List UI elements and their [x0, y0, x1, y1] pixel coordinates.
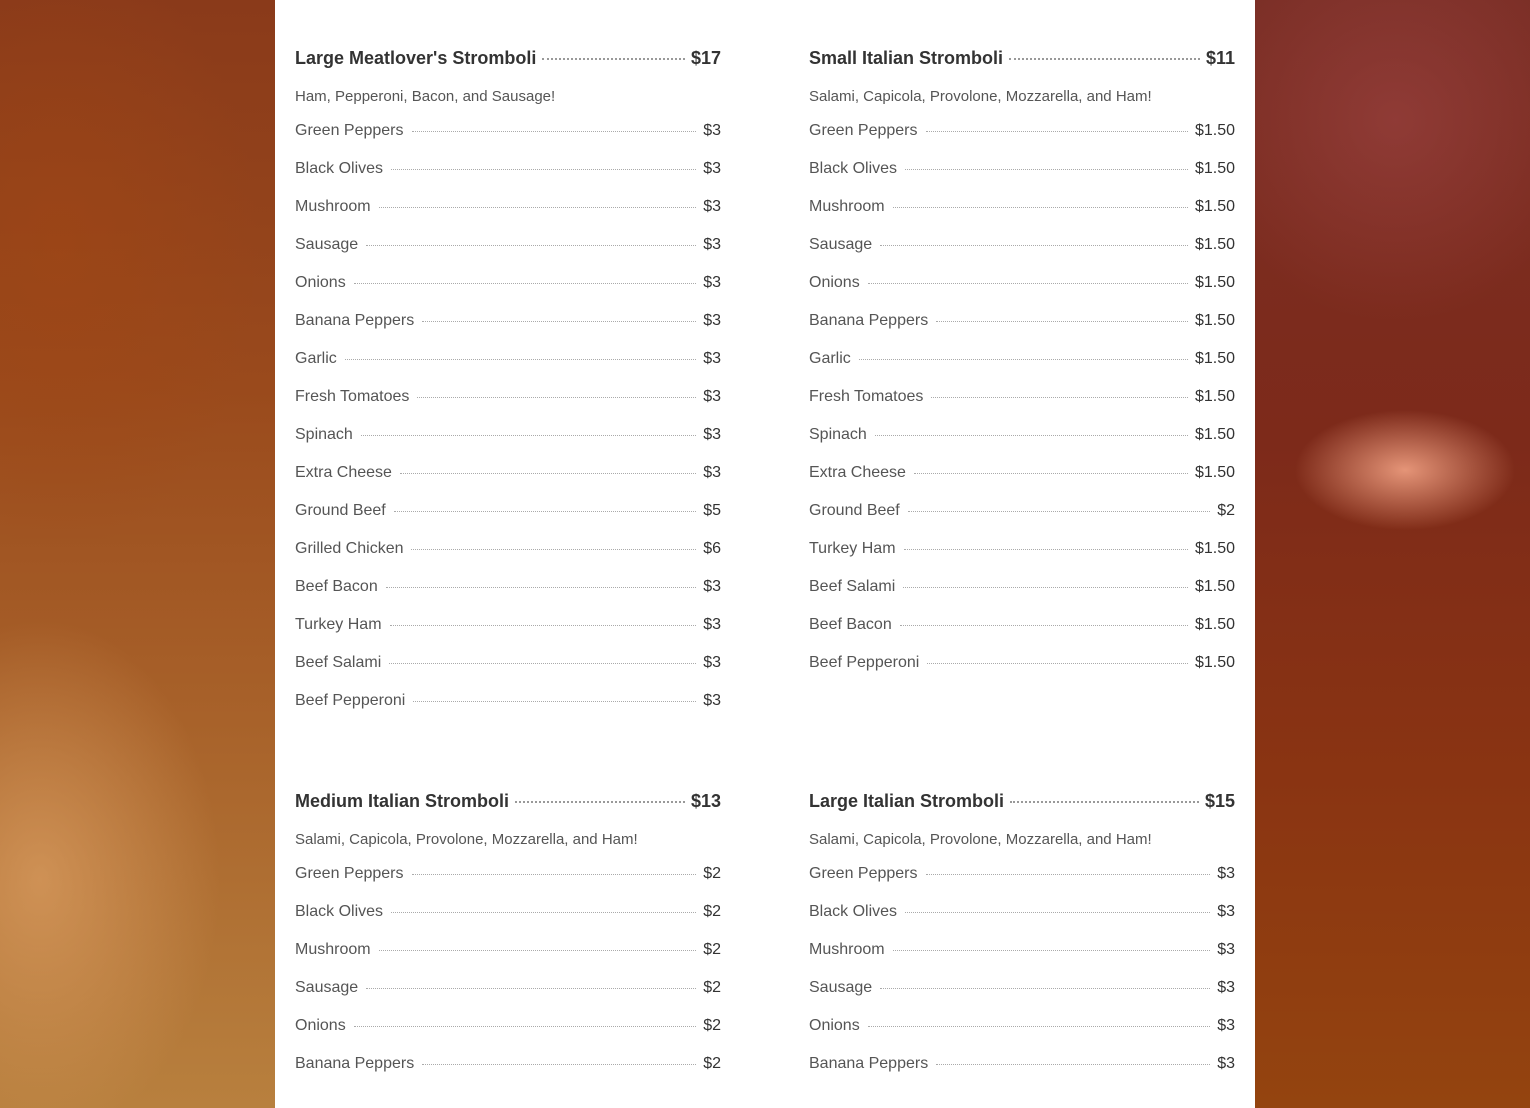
leader-dots: [413, 701, 696, 702]
topping-name: Onions: [809, 274, 860, 291]
topping-price: $2: [703, 865, 721, 882]
topping-list: [809, 865, 1235, 1093]
topping-name: Banana Peppers: [295, 312, 415, 329]
topping-item: [809, 616, 1235, 654]
topping-price: $1.50: [1194, 426, 1235, 443]
leader-dots: [936, 321, 1188, 322]
section-description: Salami, Capicola, Provolone, Mozzarella, and Ham!: [809, 88, 1152, 105]
topping-price: $3: [1217, 865, 1235, 882]
topping-item: [809, 865, 1235, 903]
topping-name: Black Olives: [809, 160, 898, 177]
section-header: [809, 791, 1235, 819]
topping-name: Banana Peppers: [295, 1055, 415, 1072]
topping-name: Mushroom: [809, 198, 885, 215]
topping-item: [809, 578, 1235, 616]
section-title: Small Italian Stromboli: [809, 48, 1004, 68]
topping-name: Beef Salami: [295, 654, 382, 671]
topping-price: $3: [1217, 1055, 1235, 1072]
topping-item: [809, 274, 1235, 312]
topping-price: $2: [1217, 502, 1235, 519]
leader-dots: [904, 549, 1188, 550]
leader-dots: [914, 473, 1188, 474]
leader-dots: [366, 245, 696, 246]
leader-dots: [422, 321, 696, 322]
leader-dots: [417, 397, 696, 398]
topping-name: Mushroom: [809, 941, 885, 958]
topping-name: Beef Bacon: [295, 578, 378, 595]
topping-item: [295, 274, 721, 312]
topping-name: Green Peppers: [295, 122, 404, 139]
leader-dots: [1009, 58, 1200, 60]
topping-name: Turkey Ham: [809, 540, 896, 557]
leader-dots: [394, 511, 696, 512]
section-header: [295, 791, 721, 819]
topping-price: $3: [703, 236, 721, 253]
leader-dots: [515, 801, 685, 803]
topping-name: Beef Salami: [809, 578, 896, 595]
topping-price: $3: [703, 692, 721, 709]
section-title: Medium Italian Stromboli: [295, 791, 510, 811]
leader-dots: [366, 988, 696, 989]
topping-name: Beef Bacon: [809, 616, 892, 633]
leader-dots: [893, 950, 1211, 951]
topping-price: $3: [703, 426, 721, 443]
topping-item: [295, 540, 721, 578]
section-title: Large Meatlover's Stromboli: [295, 48, 537, 68]
topping-price: $3: [1217, 903, 1235, 920]
topping-name: Onions: [295, 1017, 346, 1034]
leader-dots: [400, 473, 696, 474]
topping-price: $1.50: [1194, 540, 1235, 557]
section-price: $15: [1204, 791, 1235, 811]
topping-price: $1.50: [1194, 312, 1235, 329]
leader-dots: [880, 245, 1188, 246]
section-header: [295, 48, 721, 76]
leader-dots: [905, 912, 1210, 913]
leader-dots: [390, 625, 697, 626]
topping-item: [809, 903, 1235, 941]
topping-price: $1.50: [1194, 236, 1235, 253]
topping-item: [295, 350, 721, 388]
leader-dots: [386, 587, 696, 588]
topping-price: $6: [703, 540, 721, 557]
topping-item: [295, 941, 721, 979]
leader-dots: [931, 397, 1188, 398]
topping-name: Banana Peppers: [809, 1055, 929, 1072]
topping-price: $3: [703, 198, 721, 215]
topping-item: [295, 865, 721, 903]
topping-name: Sausage: [295, 979, 359, 996]
topping-price: $1.50: [1194, 274, 1235, 291]
section-title: Large Italian Stromboli: [809, 791, 1005, 811]
topping-item: [809, 198, 1235, 236]
topping-price: $2: [703, 1017, 721, 1034]
leader-dots: [900, 625, 1188, 626]
topping-name: Sausage: [809, 236, 873, 253]
topping-price: $3: [703, 312, 721, 329]
menu-section-large-italian-stromboli: [809, 791, 1235, 1093]
topping-price: $3: [703, 578, 721, 595]
topping-price: $3: [1217, 941, 1235, 958]
leader-dots: [927, 663, 1188, 664]
topping-price: $2: [703, 903, 721, 920]
topping-item: [295, 616, 721, 654]
topping-price: $1.50: [1194, 198, 1235, 215]
topping-item: [295, 578, 721, 616]
topping-item: [809, 1055, 1235, 1093]
topping-price: $2: [703, 1055, 721, 1072]
leader-dots: [936, 1064, 1210, 1065]
topping-item: [295, 1055, 721, 1093]
topping-item: [295, 903, 721, 941]
menu-section-medium-italian-stromboli: [295, 791, 721, 1093]
topping-name: Garlic: [809, 350, 851, 367]
leader-dots: [389, 663, 696, 664]
topping-name: Banana Peppers: [809, 312, 929, 329]
topping-item: [295, 122, 721, 160]
topping-item: [809, 426, 1235, 464]
leader-dots: [361, 435, 696, 436]
leader-dots: [926, 874, 1211, 875]
section-description: Salami, Capicola, Provolone, Mozzarella, and Ham!: [295, 831, 638, 848]
topping-item: [295, 312, 721, 350]
topping-name: Green Peppers: [809, 122, 918, 139]
topping-price: $3: [703, 464, 721, 481]
topping-item: [295, 654, 721, 692]
topping-name: Black Olives: [295, 160, 384, 177]
section-header: [809, 48, 1235, 76]
leader-dots: [875, 435, 1188, 436]
topping-name: Garlic: [295, 350, 337, 367]
topping-name: Beef Pepperoni: [295, 692, 406, 709]
topping-item: [809, 540, 1235, 578]
leader-dots: [354, 1026, 697, 1027]
section-description: Salami, Capicola, Provolone, Mozzarella, and Ham!: [809, 831, 1152, 848]
leader-dots: [379, 950, 697, 951]
topping-item: [295, 692, 721, 730]
leader-dots: [859, 359, 1188, 360]
topping-price: $3: [1217, 979, 1235, 996]
menu-section-large-meatlovers-stromboli: [295, 48, 721, 730]
topping-name: Onions: [295, 274, 346, 291]
topping-name: Onions: [809, 1017, 860, 1034]
topping-price: $3: [703, 274, 721, 291]
leader-dots: [411, 549, 696, 550]
topping-price: $3: [703, 160, 721, 177]
topping-name: Spinach: [809, 426, 867, 443]
topping-item: [809, 502, 1235, 540]
leader-dots: [542, 58, 685, 60]
topping-item: [809, 122, 1235, 160]
section-price: $13: [690, 791, 721, 811]
topping-item: [295, 160, 721, 198]
topping-name: Grilled Chicken: [295, 540, 404, 557]
topping-item: [295, 426, 721, 464]
leader-dots: [905, 169, 1188, 170]
topping-item: [809, 388, 1235, 426]
leader-dots: [412, 131, 697, 132]
section-description: Ham, Pepperoni, Bacon, and Sausage!: [295, 88, 556, 105]
topping-name: Mushroom: [295, 941, 371, 958]
topping-price: $2: [703, 941, 721, 958]
topping-name: Fresh Tomatoes: [295, 388, 410, 405]
topping-name: Black Olives: [295, 903, 384, 920]
topping-name: Turkey Ham: [295, 616, 382, 633]
leader-dots: [880, 988, 1210, 989]
leader-dots: [1010, 801, 1199, 803]
topping-item: [295, 236, 721, 274]
topping-price: $3: [1217, 1017, 1235, 1034]
topping-item: [295, 979, 721, 1017]
topping-name: Ground Beef: [295, 502, 386, 519]
topping-name: Spinach: [295, 426, 353, 443]
topping-price: $3: [703, 616, 721, 633]
topping-price: $1.50: [1194, 350, 1235, 367]
menu-section-small-italian-stromboli: [809, 48, 1235, 692]
topping-item: [809, 654, 1235, 692]
topping-item: [809, 312, 1235, 350]
topping-price: $1.50: [1194, 388, 1235, 405]
topping-item: [809, 464, 1235, 502]
topping-price: $3: [703, 654, 721, 671]
topping-price: $3: [703, 122, 721, 139]
section-price: $11: [1205, 48, 1235, 68]
topping-name: Extra Cheese: [809, 464, 906, 481]
section-price: $17: [690, 48, 721, 68]
topping-name: Beef Pepperoni: [809, 654, 920, 671]
topping-item: [295, 388, 721, 426]
topping-price: $3: [703, 350, 721, 367]
leader-dots: [868, 283, 1188, 284]
topping-name: Ground Beef: [809, 502, 900, 519]
topping-list: [295, 122, 721, 730]
topping-price: $1.50: [1194, 160, 1235, 177]
topping-price: $1.50: [1194, 578, 1235, 595]
topping-item: [295, 198, 721, 236]
topping-name: Extra Cheese: [295, 464, 392, 481]
topping-item: [809, 236, 1235, 274]
topping-item: [295, 464, 721, 502]
leader-dots: [391, 169, 696, 170]
topping-price: $1.50: [1194, 616, 1235, 633]
background-photo-right: [1255, 0, 1530, 1108]
topping-price: $5: [703, 502, 721, 519]
topping-price: $1.50: [1194, 464, 1235, 481]
topping-item: [295, 502, 721, 540]
topping-item: [295, 1017, 721, 1055]
topping-name: Fresh Tomatoes: [809, 388, 924, 405]
leader-dots: [903, 587, 1188, 588]
topping-name: Green Peppers: [809, 865, 918, 882]
topping-price: $3: [703, 388, 721, 405]
leader-dots: [345, 359, 696, 360]
topping-item: [809, 979, 1235, 1017]
leader-dots: [422, 1064, 696, 1065]
topping-item: [809, 1017, 1235, 1055]
leader-dots: [893, 207, 1188, 208]
topping-price: $1.50: [1194, 654, 1235, 671]
topping-list: [809, 122, 1235, 692]
topping-name: Sausage: [809, 979, 873, 996]
topping-name: Green Peppers: [295, 865, 404, 882]
leader-dots: [908, 511, 1210, 512]
topping-price: $1.50: [1194, 122, 1235, 139]
leader-dots: [868, 1026, 1211, 1027]
leader-dots: [412, 874, 697, 875]
leader-dots: [926, 131, 1188, 132]
topping-name: Black Olives: [809, 903, 898, 920]
menu-sheet: [275, 0, 1255, 1108]
leader-dots: [391, 912, 696, 913]
topping-name: Mushroom: [295, 198, 371, 215]
leader-dots: [379, 207, 697, 208]
topping-item: [809, 941, 1235, 979]
leader-dots: [354, 283, 697, 284]
topping-price: $2: [703, 979, 721, 996]
topping-list: [295, 865, 721, 1093]
topping-item: [809, 350, 1235, 388]
topping-item: [809, 160, 1235, 198]
topping-name: Sausage: [295, 236, 359, 253]
